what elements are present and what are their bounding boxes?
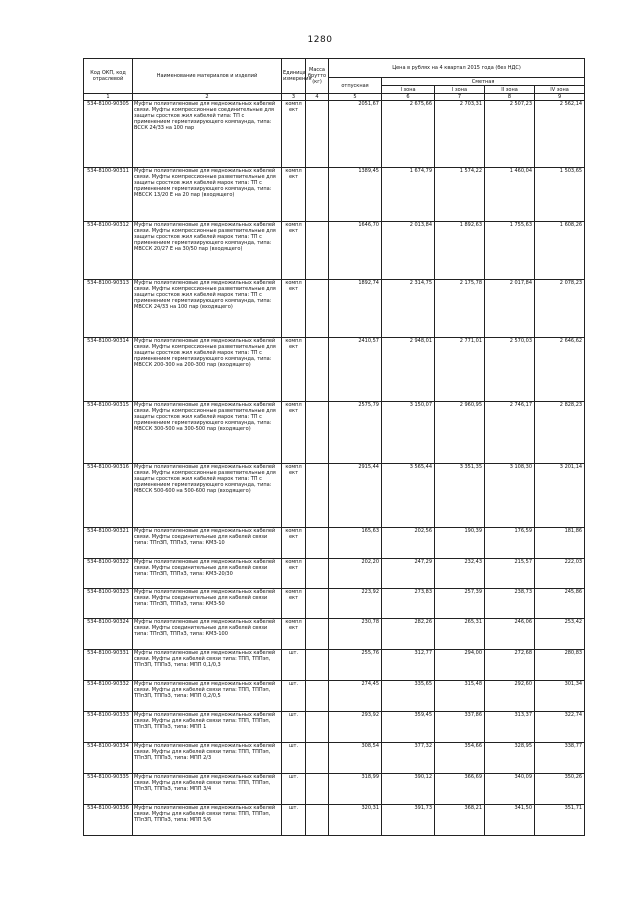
header-mass: Масса брутто (кг) — [306, 59, 329, 94]
row-unit: компл ект — [282, 589, 306, 619]
row-code: 534-8100-90322 — [84, 559, 133, 589]
row-unit: компл ект — [282, 464, 306, 528]
row-price-zone-1: 282,26 — [382, 619, 435, 650]
row-mass — [306, 619, 329, 650]
table-row — [84, 222, 585, 280]
col-number: 9 — [535, 94, 585, 101]
table-row — [84, 650, 585, 681]
table-row — [84, 743, 585, 774]
row-unit: компл ект — [282, 619, 306, 650]
row-mass — [306, 528, 329, 559]
row-price-zone-4: 338,77 — [535, 743, 585, 774]
header-zone-1: I зона — [382, 86, 435, 94]
row-price-zone-2: 2 703,31 — [435, 101, 485, 168]
row-name: Муфты полиэтиленовые для медножильных кабелей связи. Муфты компрессионные разветвительные для защиты сростков жил кабелей марок типа: ТП с применением герметизирующего компаунда, типа: МВССК 500-600 на 500-600 пар (входящего) — [133, 464, 282, 528]
price-table — [83, 58, 585, 836]
row-price-zone-2: 1 892,63 — [435, 222, 485, 280]
row-release-price: 165,63 — [329, 528, 382, 559]
row-price-zone-1: 2 013,84 — [382, 222, 435, 280]
row-code: 534-8100-90336 — [84, 805, 133, 836]
row-price-zone-4: 181,86 — [535, 528, 585, 559]
row-price-zone-1: 335,65 — [382, 681, 435, 712]
row-price-zone-4: 245,86 — [535, 589, 585, 619]
row-release-price: 308,54 — [329, 743, 382, 774]
row-release-price: 2915,44 — [329, 464, 382, 528]
row-name: Муфты полиэтиленовые для медножильных кабелей связи. Муфты для кабелей связи типа: ТПП, ТППэп, ТПпЗП, ТППэЗ, типа: МПП 0,1/0,3 — [133, 650, 282, 681]
row-code: 534-8100-90321 — [84, 528, 133, 559]
row-price-zone-4: 280,83 — [535, 650, 585, 681]
table-row — [84, 402, 585, 464]
row-price-zone-4: 2 828,23 — [535, 402, 585, 464]
row-name: Муфты полиэтиленовые для медножильных кабелей связи. Муфты соединительные для кабелей связи типа: ТПпЗП, ТППэЗ, типа: КМЗ-10 — [133, 528, 282, 559]
row-price-zone-2: 368,21 — [435, 805, 485, 836]
table-row — [84, 712, 585, 743]
row-release-price: 223,92 — [329, 589, 382, 619]
table-row — [84, 774, 585, 805]
row-price-zone-3: 292,60 — [485, 681, 535, 712]
row-price-zone-3: 1 755,63 — [485, 222, 535, 280]
row-code: 534-8100-90331 — [84, 650, 133, 681]
header-name: Наименование материалов и изделий — [133, 59, 282, 94]
table-row — [84, 589, 585, 619]
header-release-price: отпускная — [329, 78, 382, 94]
row-name: Муфты полиэтиленовые для медножильных кабелей связи. Муфты соединительные для кабелей связи типа: ТПпЗП, ТППэЗ, типа: КМЗ-100 — [133, 619, 282, 650]
row-name: Муфты полиэтиленовые для медножильных кабелей связи. Муфты компрессионные разветвительные для защиты сростков жил кабелей марок типа: ТП с применением герметизирующего компаунда, типа: МВССК 200-300 на 200-300 пар (входящего) — [133, 338, 282, 402]
row-unit: компл ект — [282, 280, 306, 338]
header-price-group: Цена в рублях на 4 квартал 2015 года (без НДС) — [329, 59, 585, 78]
row-price-zone-3: 2 570,03 — [485, 338, 535, 402]
row-price-zone-3: 341,50 — [485, 805, 535, 836]
row-price-zone-1: 2 948,01 — [382, 338, 435, 402]
row-unit: компл ект — [282, 168, 306, 222]
row-price-zone-2: 2 175,78 — [435, 280, 485, 338]
row-release-price: 318,99 — [329, 774, 382, 805]
row-price-zone-3: 3 108,30 — [485, 464, 535, 528]
row-price-zone-2: 3 351,35 — [435, 464, 485, 528]
row-code: 534-8100-90311 — [84, 168, 133, 222]
row-price-zone-1: 391,73 — [382, 805, 435, 836]
row-price-zone-1: 312,77 — [382, 650, 435, 681]
row-code: 534-8100-90323 — [84, 589, 133, 619]
row-code: 534-8100-90332 — [84, 681, 133, 712]
row-price-zone-3: 328,95 — [485, 743, 535, 774]
row-price-zone-4: 351,71 — [535, 805, 585, 836]
row-price-zone-4: 2 646,62 — [535, 338, 585, 402]
row-release-price: 2051,67 — [329, 101, 382, 168]
row-price-zone-3: 2 746,17 — [485, 402, 535, 464]
row-mass — [306, 681, 329, 712]
row-name: Муфты полиэтиленовые для медножильных кабелей связи. Муфты для кабелей связи типа: ТПП, ТППэп, ТПпЗП, ТППэЗ, типа: МПП 1 — [133, 712, 282, 743]
row-code: 534-8100-90335 — [84, 774, 133, 805]
col-number: 4 — [306, 94, 329, 101]
header-code: Код ОКП, код отраслевой — [84, 59, 133, 94]
row-price-zone-1: 359,45 — [382, 712, 435, 743]
table-row — [84, 464, 585, 528]
row-release-price: 2410,57 — [329, 338, 382, 402]
row-mass — [306, 712, 329, 743]
row-price-zone-2: 190,39 — [435, 528, 485, 559]
row-code: 534-8100-90324 — [84, 619, 133, 650]
row-price-zone-3: 272,68 — [485, 650, 535, 681]
row-code: 534-8100-90314 — [84, 338, 133, 402]
row-release-price: 1646,70 — [329, 222, 382, 280]
row-price-zone-3: 313,37 — [485, 712, 535, 743]
row-mass — [306, 280, 329, 338]
row-price-zone-2: 354,66 — [435, 743, 485, 774]
row-name: Муфты полиэтиленовые для медножильных кабелей связи. Муфты компрессионные разветвительные для защиты сростков жил кабелей марок типа: ТП с применением герметизирующего компаунда, типа: МВССК 300-500 на 300-500 пар (входящего) — [133, 402, 282, 464]
row-code: 534-8100-90316 — [84, 464, 133, 528]
row-price-zone-2: 315,48 — [435, 681, 485, 712]
row-price-zone-1: 1 674,79 — [382, 168, 435, 222]
row-price-zone-3: 176,59 — [485, 528, 535, 559]
row-code: 534-8100-90305 — [84, 101, 133, 168]
row-mass — [306, 774, 329, 805]
row-price-zone-3: 1 460,04 — [485, 168, 535, 222]
row-price-zone-3: 238,73 — [485, 589, 535, 619]
row-price-zone-2: 257,39 — [435, 589, 485, 619]
row-mass — [306, 101, 329, 168]
row-price-zone-4: 222,03 — [535, 559, 585, 589]
table-row — [84, 805, 585, 836]
row-unit: компл ект — [282, 559, 306, 589]
header-zone-2: I зона — [435, 86, 485, 94]
col-number: 6 — [382, 94, 435, 101]
row-price-zone-2: 294,00 — [435, 650, 485, 681]
row-mass — [306, 589, 329, 619]
row-code: 534-8100-90313 — [84, 280, 133, 338]
row-release-price: 1892,74 — [329, 280, 382, 338]
header-zone-4: IV зона — [535, 86, 585, 94]
row-name: Муфты полиэтиленовые для медножильных кабелей связи. Муфты для кабелей связи типа: ТПП, ТППэп, ТПпЗП, ТППэЗ, типа: МПП 5/6 — [133, 805, 282, 836]
row-mass — [306, 168, 329, 222]
row-unit: компл ект — [282, 338, 306, 402]
row-unit: шт. — [282, 681, 306, 712]
row-price-zone-4: 2 078,23 — [535, 280, 585, 338]
row-mass — [306, 743, 329, 774]
row-mass — [306, 464, 329, 528]
row-release-price: 274,45 — [329, 681, 382, 712]
row-price-zone-1: 247,29 — [382, 559, 435, 589]
table-body — [84, 101, 585, 836]
row-mass — [306, 222, 329, 280]
table-row — [84, 101, 585, 168]
row-price-zone-4: 3 201,14 — [535, 464, 585, 528]
row-price-zone-2: 337,86 — [435, 712, 485, 743]
row-name: Муфты полиэтиленовые для медножильных кабелей связи. Муфты компрессионные разветвительные для защиты сростков жил кабелей марок типа: ТП с применением герметизирующего компаунда, типа: МВССК 24/33 на 100 пар (входящего) — [133, 280, 282, 338]
row-name: Муфты полиэтиленовые для медножильных кабелей связи. Муфты для кабелей связи типа: ТПП, ТППэп, ТПпЗП, ТППэЗ, типа: МПП 2/3 — [133, 743, 282, 774]
row-mass — [306, 559, 329, 589]
col-number: 2 — [133, 94, 282, 101]
row-unit: компл ект — [282, 402, 306, 464]
row-name: Муфты полиэтиленовые для медножильных кабелей связи. Муфты для кабелей связи типа: ТПП, ТППэп, ТПпЗП, ТППэЗ, типа: МПП 3/4 — [133, 774, 282, 805]
row-price-zone-3: 340,09 — [485, 774, 535, 805]
row-release-price: 255,76 — [329, 650, 382, 681]
row-price-zone-4: 350,26 — [535, 774, 585, 805]
row-unit: шт. — [282, 650, 306, 681]
row-price-zone-4: 301,34 — [535, 681, 585, 712]
row-price-zone-1: 2 314,75 — [382, 280, 435, 338]
col-number: 7 — [435, 94, 485, 101]
header-unit: Единица измерения — [282, 59, 306, 94]
row-price-zone-2: 2 960,95 — [435, 402, 485, 464]
row-price-zone-1: 3 150,07 — [382, 402, 435, 464]
row-mass — [306, 402, 329, 464]
row-unit: компл ект — [282, 528, 306, 559]
row-name: Муфты полиэтиленовые для медножильных кабелей связи. Муфты соединительные для кабелей связи типа: ТПпЗП, ТППэЗ, типа: КМЗ-20/30 — [133, 559, 282, 589]
row-release-price: 320,31 — [329, 805, 382, 836]
row-price-zone-3: 2 507,23 — [485, 101, 535, 168]
table-row — [84, 168, 585, 222]
row-price-zone-2: 2 771,01 — [435, 338, 485, 402]
row-unit: компл ект — [282, 101, 306, 168]
row-price-zone-4: 1 608,26 — [535, 222, 585, 280]
row-mass — [306, 650, 329, 681]
row-release-price: 202,20 — [329, 559, 382, 589]
row-code: 534-8100-90334 — [84, 743, 133, 774]
row-code: 534-8100-90315 — [84, 402, 133, 464]
header-estimate-price: Сметная — [382, 78, 585, 86]
row-release-price: 293,92 — [329, 712, 382, 743]
row-price-zone-1: 202,56 — [382, 528, 435, 559]
row-code: 534-8100-90312 — [84, 222, 133, 280]
row-release-price: 1389,45 — [329, 168, 382, 222]
col-number: 1 — [84, 94, 133, 101]
row-name: Муфты полиэтиленовые для медножильных кабелей связи. Муфты компрессионные соединительные для защиты сростков жил кабелей типа: ТП с применением герметизирующего компаунда, типа: ВССК 24/33 на 100 пар — [133, 101, 282, 168]
row-unit: шт. — [282, 712, 306, 743]
col-number: 8 — [485, 94, 535, 101]
row-price-zone-2: 1 574,22 — [435, 168, 485, 222]
row-price-zone-1: 2 675,66 — [382, 101, 435, 168]
row-price-zone-4: 322,74 — [535, 712, 585, 743]
row-mass — [306, 805, 329, 836]
row-name: Муфты полиэтиленовые для медножильных кабелей связи. Муфты соединительные для кабелей связи типа: ТПпЗП, ТППэЗ, типа: КМЗ-50 — [133, 589, 282, 619]
row-mass — [306, 338, 329, 402]
col-number: 5 — [329, 94, 382, 101]
page-number: 1280 — [307, 35, 333, 45]
table-row — [84, 338, 585, 402]
row-price-zone-4: 2 562,14 — [535, 101, 585, 168]
row-unit: шт. — [282, 805, 306, 836]
row-unit: компл ект — [282, 222, 306, 280]
row-price-zone-1: 273,83 — [382, 589, 435, 619]
row-price-zone-4: 253,42 — [535, 619, 585, 650]
row-name: Муфты полиэтиленовые для медножильных кабелей связи. Муфты для кабелей связи типа: ТПП, ТППэп, ТПпЗП, ТППэЗ, типа: МПП 0,2/0,5 — [133, 681, 282, 712]
row-release-price: 230,78 — [329, 619, 382, 650]
row-price-zone-3: 2 017,84 — [485, 280, 535, 338]
row-price-zone-2: 232,43 — [435, 559, 485, 589]
row-name: Муфты полиэтиленовые для медножильных кабелей связи. Муфты компрессионные разветвительные для защиты сростков жил кабелей марок типа: ТП с применением герметизирующего компаунда, типа: МВССК 20/27 Е на 30/50 пар (входящего) — [133, 222, 282, 280]
row-price-zone-4: 1 503,65 — [535, 168, 585, 222]
header-zone-3: II зона — [485, 86, 535, 94]
table-row — [84, 681, 585, 712]
row-price-zone-2: 366,69 — [435, 774, 485, 805]
row-price-zone-3: 215,57 — [485, 559, 535, 589]
col-number: 3 — [282, 94, 306, 101]
row-release-price: 2575,79 — [329, 402, 382, 464]
row-price-zone-1: 3 565,44 — [382, 464, 435, 528]
row-unit: шт. — [282, 774, 306, 805]
table-row — [84, 528, 585, 559]
table-row — [84, 559, 585, 589]
row-price-zone-2: 265,31 — [435, 619, 485, 650]
row-price-zone-3: 246,06 — [485, 619, 535, 650]
row-name: Муфты полиэтиленовые для медножильных кабелей связи. Муфты компрессионные разветвительные для защиты сростков жил кабелей марок типа: ТП с применением герметизирующего компаунда, типа: МВССК 13/20 Е на 20 пар (входящего) — [133, 168, 282, 222]
row-code: 534-8100-90333 — [84, 712, 133, 743]
row-unit: шт. — [282, 743, 306, 774]
row-price-zone-1: 377,32 — [382, 743, 435, 774]
table-row — [84, 619, 585, 650]
table-row — [84, 280, 585, 338]
row-price-zone-1: 390,12 — [382, 774, 435, 805]
